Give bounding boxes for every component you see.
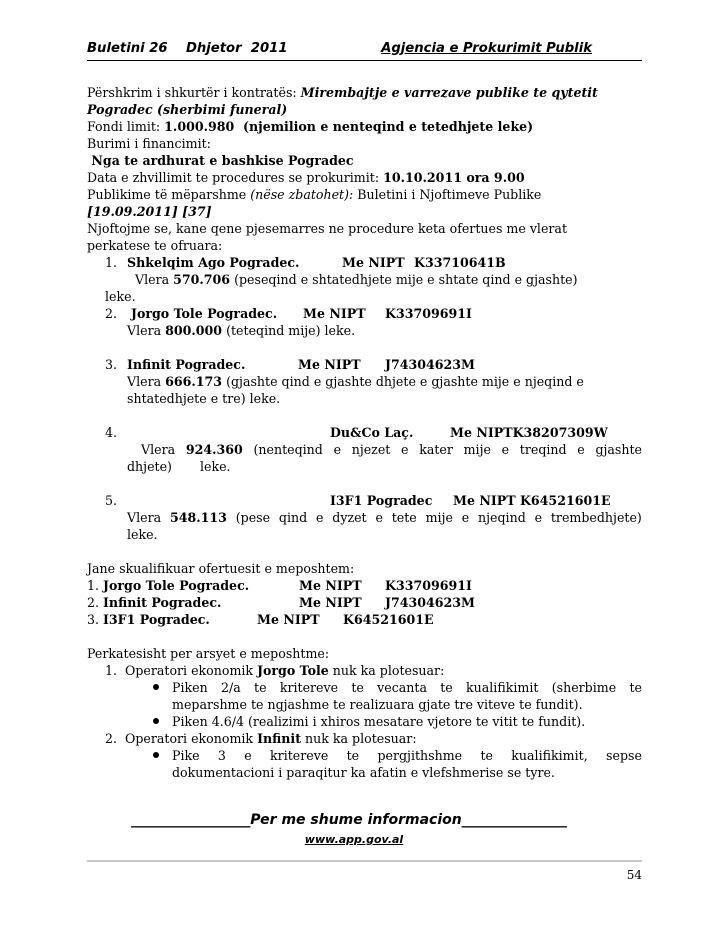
prev-label: Publikime të mëparshme [87,187,251,202]
page-header [87,38,642,61]
bidder-1-nipt: K33710641B [414,255,506,270]
agency-name: Agjencia e Prokurimit Publik [381,41,592,56]
reason-word: te [440,680,453,695]
reason-1-item-1-cont: meparshme te ngjashme te realizuara gjate tre viteve te fundit). [172,697,583,712]
bidder-3-amount-words: (gjashte qind e gjashte dhjete e gjashte mije e njeqind e [222,374,584,389]
bidder-4-word: njezet [351,442,391,457]
disqualified-2 [87,594,476,611]
bidder-5-word: (pese [235,510,271,525]
bidder-5-amount: 548.113 [169,510,227,525]
bidder-5-word: trembedhjete) [550,510,642,525]
source-label: Burimi i financimit: [87,136,211,151]
bidder-4-word: treqind [519,442,567,457]
bidder-1-value-label: Vlera [135,272,174,287]
bidder-4-nipt: Me NIPTK38207309W [450,425,608,440]
reason-1-operator: Jorgo Tole [257,663,329,678]
date-label: Data e zhvillimit te procedures se prokurimit: [87,170,384,185]
bidder-4 [105,424,608,441]
disqualified-intro: Jane skualifikuar ofertuesit e meposhtem: [87,561,355,576]
bidder-5-word: e [375,510,383,525]
prev-note: (nëse zbatohet): [250,187,354,202]
bidder-3-nipt-label: Me NIPT [298,357,361,372]
bidder-1-number: 1. [105,255,118,270]
reason-word: vecanta [377,680,427,695]
bidder-5-word: e [534,510,543,525]
bidder-5 [105,492,611,509]
bidder-2-name: Jorgo Tole Pogradec. [131,306,278,321]
reason-word: kualifikimit, [511,748,588,763]
bidder-2-nipt: K33709691I [385,306,472,321]
reason-1-item-1 [172,679,642,696]
bidder-3 [105,356,476,373]
bidder-5-word: njeqind [478,510,526,525]
bidder-4-name: Du&Co Laç. [330,425,414,440]
reason-word: sepse [606,748,642,763]
bidder-5-number: 5. [105,493,118,508]
date-value: 10.10.2011 ora 9.00 [383,170,525,185]
bidder-5-name: I3F1 Pogradec [330,493,433,508]
bidder-4-word: e [577,442,585,457]
bidder-2-amount: 800.000 [165,323,223,338]
bidder-5-nipt: Me NIPT K64521601E [453,493,611,508]
disqualified-2-nipt: J74304623M [385,595,476,610]
disqualified-1-number: 1. [87,578,104,593]
reason-2-prefix: 2. Operatori ekonomik [105,731,258,746]
bidder-2-amount-words: (teteqind mije) leke. [222,323,356,338]
bullet-icon [153,752,159,758]
bidder-4-amount-words-cont: dhjete) leke. [127,459,231,474]
bidder-3-amount-words-cont: shtatedhjete e tre) leke. [127,391,281,406]
bidder-2-value-line [127,322,355,339]
bidder-2-number: 2. [105,306,118,321]
bidder-4-word: gjashte [595,442,642,457]
bidder-1-value-line [135,271,578,288]
reason-word: (sherbime [551,680,617,695]
bidder-1-leke: leke. [105,289,136,304]
bulletin-title: Buletini 26 Dhjetor 2011 [87,41,288,56]
disqualified-3-number: 3. [87,612,104,627]
bidder-1-name: Shkelqim Ago Pogradec. [127,255,300,270]
bidder-5-word: e [461,510,470,525]
bidder-4-amount: 924.360 [185,442,243,457]
disqualified-3 [87,611,434,628]
disqualified-3-name: I3F1 Pogradec. [103,612,210,627]
more-info-line: _________________Per me shume informacion_______________ [131,812,567,828]
bidder-1-amount: 570.706 [173,272,231,287]
reason-1-suffix: nuk ka plotesuar: [328,663,445,678]
reason-word: te [346,748,360,763]
bidder-4-word: e [333,442,342,457]
previous-publications [87,186,541,203]
bidder-5-word: qind [278,510,308,525]
disqualified-2-nipt-label: Me NIPT [299,595,362,610]
bullet-icon [153,684,159,690]
disqualified-3-nipt: K64521601E [343,612,434,627]
reason-word: Piken [172,680,208,695]
bidder-4-word: mije [463,442,491,457]
reason-2 [105,730,417,747]
description-value: Mirembajtje e varrezave publike te qytetit [300,85,598,100]
reason-word: 2/a [220,680,241,695]
bidder-3-nipt: J74304623M [385,357,476,372]
fund-value: 1.000.980 (njemilion e nenteqind e tetedhjete leke) [164,119,534,134]
website-link[interactable]: www.app.gov.al [304,833,404,846]
bidder-5-word: dyzet [332,510,367,525]
disqualified-3-nipt-label: Me NIPT [257,612,320,627]
bidder-3-value-label: Vlera [127,374,166,389]
bidder-5-leke: leke. [127,527,158,542]
reason-1-prefix: 1. Operatori ekonomik [105,663,258,678]
bidder-4-word: kater [419,442,453,457]
bidder-3-amount: 666.173 [165,374,223,389]
disqualified-2-name: Infinit Pogradec. [103,595,222,610]
intro-line-1: Njoftojme se, kane qene pjesemarres ne procedure keta ofertues me vlerat [87,221,568,236]
bidder-2-value-label: Vlera [127,323,166,338]
page-number: 54 [626,868,642,882]
bidder-1 [105,254,506,271]
reason-2-operator: Infinit [257,731,302,746]
bidder-1-amount-words: (peseqind e shtatedhjete mije e shtate qind e gjashte) [230,272,578,287]
reason-word: 3 [217,748,226,763]
fund-label: Fondi limit: [87,119,165,134]
disqualified-1-nipt-label: Me NIPT [299,578,362,593]
reason-2-item-1-cont: dokumentacioni i paraqitur ka afatin e vlefshmerise se tyre. [172,765,555,780]
disqualified-2-number: 2. [87,595,104,610]
bidder-5-value-line [127,509,642,526]
bidder-5-word: tete [391,510,417,525]
reason-word: kritereve [270,748,329,763]
reason-word: te [254,680,267,695]
bullet-icon [153,718,159,724]
date-line [87,169,525,186]
bidder-3-number: 3. [105,357,118,372]
bidder-2 [105,305,472,322]
disqualified-1 [87,577,472,594]
footer-divider [87,860,642,862]
prev-reference: [19.09.2011] [37] [87,204,212,219]
intro-line-2: perkatese te ofruara: [87,238,223,253]
fund-line [87,118,533,135]
disqualified-1-nipt: K33709691I [385,578,472,593]
reason-1 [105,662,444,679]
reason-word: te [629,680,642,695]
reason-word: te [480,748,493,763]
reason-word: kualifikimit [466,680,539,695]
bidder-4-word: (nenteqind [253,442,323,457]
source-value: Nga te ardhurat e bashkise Pogradec [87,153,354,168]
bidder-4-value-label: Vlera [141,442,176,457]
bidder-4-number: 4. [105,425,118,440]
reason-word: pergjithshme [377,748,463,763]
disqualified-1-name: Jorgo Tole Pogradec. [103,578,250,593]
description-value-cont: Pogradec (sherbimi funeral) [87,102,288,117]
bidder-4-word: e [401,442,409,457]
bidder-4-value-line [141,441,642,458]
reason-word: e [244,748,252,763]
bidder-3-value-line [127,373,584,390]
reason-2-item-1 [172,747,642,764]
reason-word: kritereve [279,680,339,695]
bidder-5-word: mije [425,510,453,525]
description-line [87,84,598,101]
reason-word: te [351,680,364,695]
description-label: Përshkrim i shkurtër i kontratës: [87,85,301,100]
bidder-1-nipt-label: Me NIPT [342,255,405,270]
bidder-5-word: e [316,510,324,525]
bidder-4-word: e [501,442,510,457]
prev-value: Buletini i Njoftimeve Publike [353,187,542,202]
reason-word: Pike [172,748,200,763]
reason-1-item-2: Piken 4.6/4 (realizimi i xhiros mesatare vjetore te vitit te fundit). [172,714,586,729]
bidder-5-value-label: Vlera [127,510,162,525]
bidder-2-nipt-label: Me NIPT [303,306,366,321]
reasons-intro: Perkatesisht per arsyet e meposhtme: [87,646,330,661]
reason-2-suffix: nuk ka plotesuar: [301,731,417,746]
bidder-3-name: Infinit Pogradec. [127,357,246,372]
